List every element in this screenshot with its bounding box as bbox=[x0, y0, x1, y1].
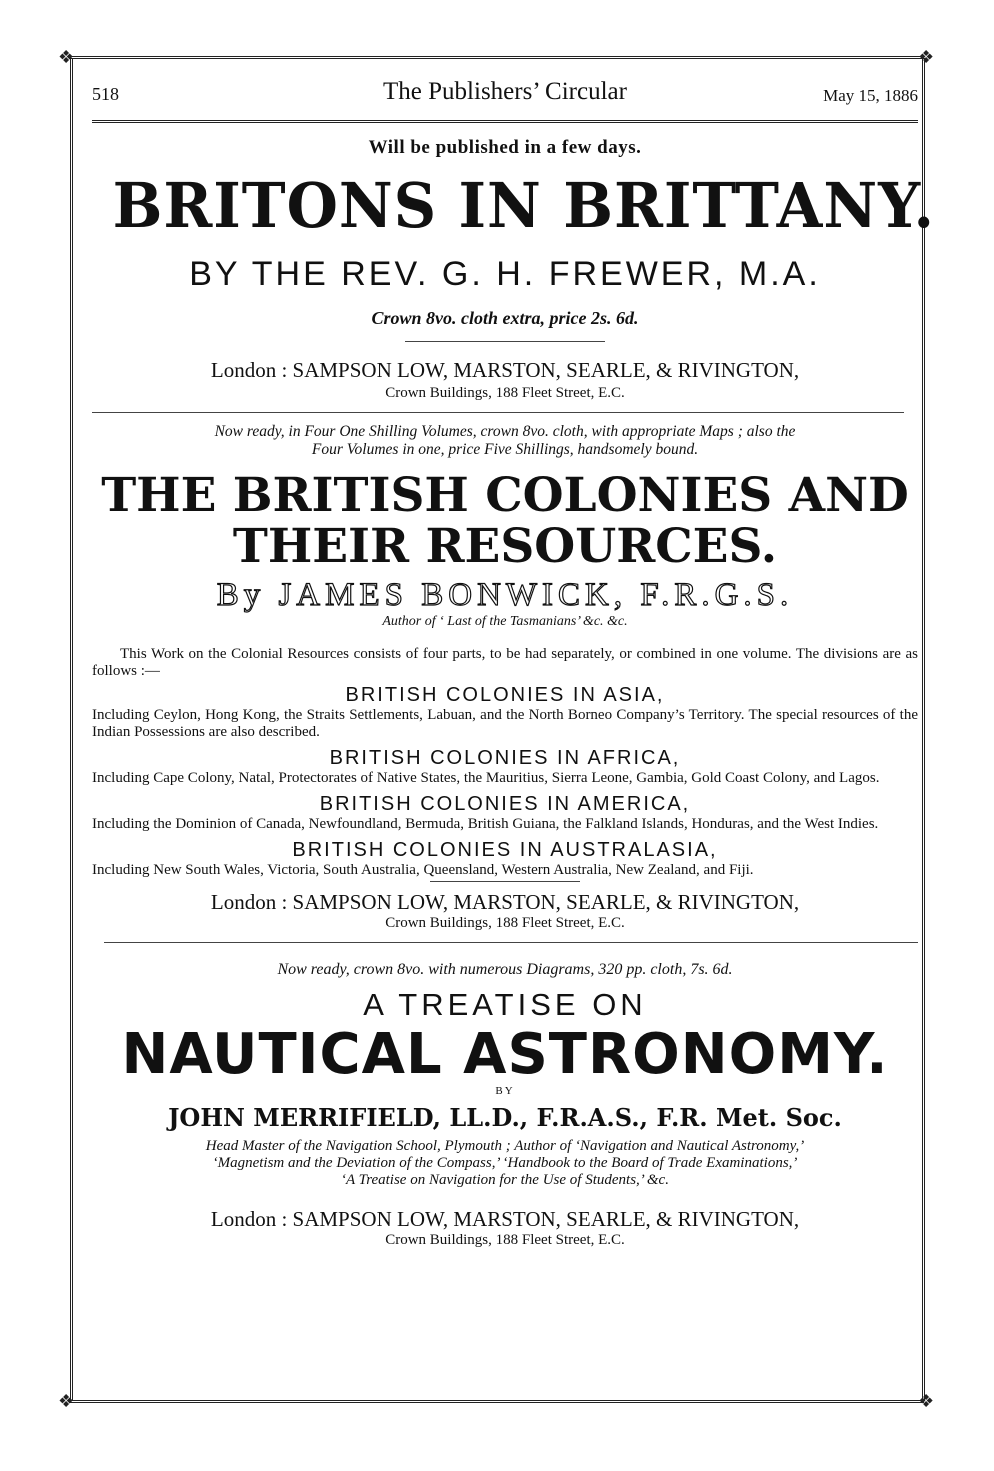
division-america bbox=[92, 793, 918, 833]
ad-title-line-2: THEIR RESOURCES. bbox=[232, 518, 778, 574]
division-africa bbox=[92, 747, 918, 787]
division-asia bbox=[92, 684, 918, 741]
division-text: Including Cape Colony, Natal, Protectorates of Native States, the Mauritius, Sierra Leone, Gambia, Gold Coast Colony, and Lagos. bbox=[92, 769, 880, 786]
left-border bbox=[70, 58, 73, 1400]
ad-title-line-1: A TREATISE ON bbox=[363, 986, 647, 1022]
ad-author: By JAMES BONWICK, F.R.G.S. bbox=[216, 576, 794, 613]
divider bbox=[430, 881, 580, 882]
division-heading: BRITISH COLONIES IN AFRICA, bbox=[329, 746, 681, 769]
division-australasia bbox=[92, 839, 918, 879]
divider bbox=[405, 341, 605, 342]
page-number: 518 bbox=[92, 84, 119, 104]
advertisement-britons-in-brittany bbox=[92, 137, 935, 402]
ad-address: Crown Buildings, 188 Fleet Street, E.C. bbox=[385, 385, 625, 401]
division-text: Including Ceylon, Hong Kong, the Straits Settlements, Labuan, and the North Borneo Company’s Territory. The special resources of the Indian Possessions are also described. bbox=[92, 706, 918, 740]
bottom-border bbox=[70, 1400, 924, 1403]
division-heading: BRITISH COLONIES IN AUSTRALASIA, bbox=[292, 838, 718, 861]
ad-author: JOHN MERRIFIELD, LL.D., F.R.A.S., F.R. Met. Soc. bbox=[168, 1102, 842, 1132]
advertisement-british-colonies bbox=[92, 423, 918, 932]
ad-credentials-line-2: ‘Magnetism and the Deviation of the Compass,’ ‘Handbook to the Board of Trade Examinations,’ bbox=[212, 1154, 798, 1171]
ad-title-line-1: THE BRITISH COLONIES AND bbox=[101, 468, 909, 523]
division-heading: BRITISH COLONIES IN AMERICA, bbox=[319, 792, 691, 815]
division-text: Including New South Wales, Victoria, South Australia, Queensland, Western Australia, New Zealand, and Fiji. bbox=[92, 861, 754, 878]
ad-title: BRITONS IN BRITTANY. bbox=[112, 169, 935, 242]
ad-author-note: Author of ‘ Last of the Tasmanians’ &c. &c. bbox=[382, 613, 628, 629]
ad-intro-line-1: Now ready, in Four One Shilling Volumes, crown 8vo. cloth, with appropriate Maps ; also the bbox=[214, 423, 796, 440]
ad-intro-line-2: Four Volumes in one, price Five Shillings, handsomely bound. bbox=[311, 441, 699, 458]
journal-title: The Publishers’ Circular bbox=[383, 78, 627, 105]
division-text: Including the Dominion of Canada, Newfoundland, Bermuda, British Guiana, the Falkland Islands, Honduras, and the West Indies. bbox=[92, 815, 879, 832]
top-border bbox=[70, 56, 924, 59]
advertisement-nautical-astronomy bbox=[92, 961, 918, 1249]
header-rule bbox=[92, 120, 918, 123]
page-content bbox=[92, 78, 935, 1249]
corner-ornament-icon: ❖ bbox=[918, 47, 935, 67]
ad-description: This Work on the Colonial Resources consists of four parts, to be had separately, or combined in one volume. The divisions are as follows :— bbox=[92, 645, 918, 679]
corner-ornament-icon: ❖ bbox=[58, 1391, 75, 1411]
ad-credentials-line-3: ‘A Treatise on Navigation for the Use of Students,’ &c. bbox=[341, 1171, 669, 1188]
corner-ornament-icon: ❖ bbox=[918, 1391, 935, 1411]
corner-ornament-icon: ❖ bbox=[58, 47, 75, 67]
ad-publisher: London : SAMPSON LOW, MARSTON, SEARLE, & RIVINGTON, bbox=[210, 889, 800, 914]
ad-publisher: London : SAMPSON LOW, MARSTON, SEARLE, & RIVINGTON, bbox=[210, 1206, 800, 1231]
right-border bbox=[922, 58, 925, 1400]
ad-publisher: London : SAMPSON LOW, MARSTON, SEARLE, & RIVINGTON, bbox=[210, 358, 800, 382]
ad-title-line-2: NAUTICAL ASTRONOMY. bbox=[121, 1021, 889, 1087]
ad-address: Crown Buildings, 188 Fleet Street, E.C. bbox=[385, 1231, 625, 1248]
ad-intro: Will be published in a few days. bbox=[368, 137, 642, 158]
division-heading: BRITISH COLONIES IN ASIA, bbox=[345, 683, 665, 706]
running-header bbox=[92, 78, 918, 114]
section-rule bbox=[92, 412, 904, 413]
section-rule bbox=[104, 942, 918, 943]
ad-by: BY bbox=[495, 1084, 515, 1097]
ad-format: Crown 8vo. cloth extra, price 2s. 6d. bbox=[371, 308, 639, 328]
ad-author: BY THE REV. G. H. FREWER, M.A. bbox=[189, 255, 821, 293]
ad-address: Crown Buildings, 188 Fleet Street, E.C. bbox=[385, 914, 625, 931]
issue-date: May 15, 1886 bbox=[823, 86, 918, 105]
ad-intro: Now ready, crown 8vo. with numerous Diagrams, 320 pp. cloth, 7s. 6d. bbox=[277, 960, 733, 978]
ad-credentials-line-1: Head Master of the Navigation School, Plymouth ; Author of ‘Navigation and Nautical Astronomy,’ bbox=[205, 1137, 805, 1154]
